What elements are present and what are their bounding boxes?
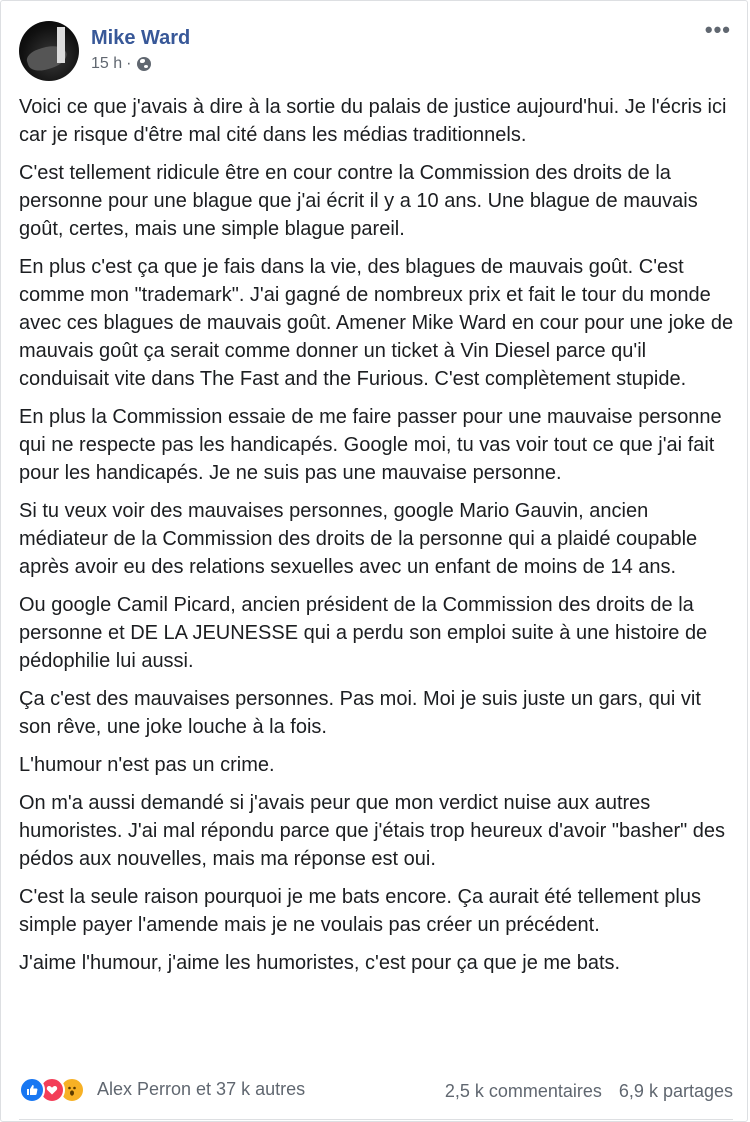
avatar[interactable]	[19, 21, 79, 81]
post-paragraph: On m'a aussi demandé si j'avais peur que mon verdict nuise aux autres humoristes. J'ai mal répondu parce que j'étais trop heureux d'avoir "basher" des pédos aux nouvelles, mais ma réponse est oui.	[19, 792, 726, 870]
post-paragraph: J'aime l'humour, j'aime les humoristes, c'est pour ça que je me bats.	[19, 952, 621, 974]
post-footer	[19, 1075, 733, 1107]
footer-divider	[19, 1119, 733, 1120]
ellipsis-icon[interactable]: •••	[704, 17, 731, 42]
comments-count[interactable]: 2,5 k commentaires	[444, 1081, 602, 1101]
like-icon	[19, 1077, 45, 1103]
post-meta	[91, 55, 151, 73]
shares-count[interactable]: 6,9 k partages	[618, 1081, 733, 1101]
post-paragraph: C'est tellement ridicule être en cour contre la Commission des droits de la personne pour une blague que j'ai écrit il y a 10 ans. Une blague de mauvais goût, certes, mais une simple blague pareil.	[19, 162, 698, 240]
post-header	[19, 17, 731, 83]
author-name[interactable]: Mike Ward	[91, 27, 191, 49]
engagement-counts	[433, 1081, 733, 1102]
post-paragraph: En plus c'est ça que je fais dans la vie, des blagues de mauvais goût. C'est comme mon "trademark". J'ai gagné de nombreux prix et fait le tour du monde avec ces blagues de mauvais goût. Amener Mike Ward en cour pour une joke de mauvais goût ça serait comme donner un ticket à Vin Diesel parce qu'il conduisait vite dans The Fast and the Furious. C'est complètement stupide.	[19, 256, 734, 390]
post-body	[19, 93, 735, 987]
post-paragraph: Ou google Camil Picard, ancien président de la Commission des droits de la personne et DE LA JEUNESSE qui a perdu son emploi suite à une histoire de pédophilie lui aussi.	[19, 594, 708, 672]
post-paragraph: Voici ce que j'avais à dire à la sortie du palais de justice aujourd'hui. Je l'écris ici car je risque d'être mal cité dans les médias traditionnels.	[19, 96, 727, 146]
globe-icon[interactable]	[137, 57, 151, 71]
meta-separator: ·	[126, 55, 132, 72]
reactions-summary[interactable]: Alex Perron et 37 k autres	[97, 1079, 306, 1099]
post-paragraph: Ça c'est des mauvaises personnes. Pas moi. Moi je suis juste un gars, qui vit son rêve, une joke louche à la fois.	[19, 688, 701, 738]
post-paragraph: C'est la seule raison pourquoi je me bats encore. Ça aurait été tellement plus simple payer l'amende mais je ne voulais pas créer un précédent.	[19, 886, 701, 936]
post-time[interactable]: 15 h	[91, 55, 123, 72]
avatar-stripe	[57, 27, 65, 63]
post-paragraph: En plus la Commission essaie de me faire passer pour une mauvaise personne qui ne respecte pas les handicapés. Google moi, tu vas voir tout ce que j'ai fait pour les handicapés. Je ne suis pas une mauvaise personne.	[19, 406, 722, 484]
post-paragraph: Si tu veux voir des mauvaises personnes, google Mario Gauvin, ancien médiateur de la Commission des droits de la personne qui a plaidé coupable après avoir eu des relations sexuelles avec un enfant de moins de 14 ans.	[19, 500, 698, 578]
post-paragraph: L'humour n'est pas un crime.	[19, 754, 275, 776]
reaction-icons[interactable]	[19, 1077, 79, 1103]
